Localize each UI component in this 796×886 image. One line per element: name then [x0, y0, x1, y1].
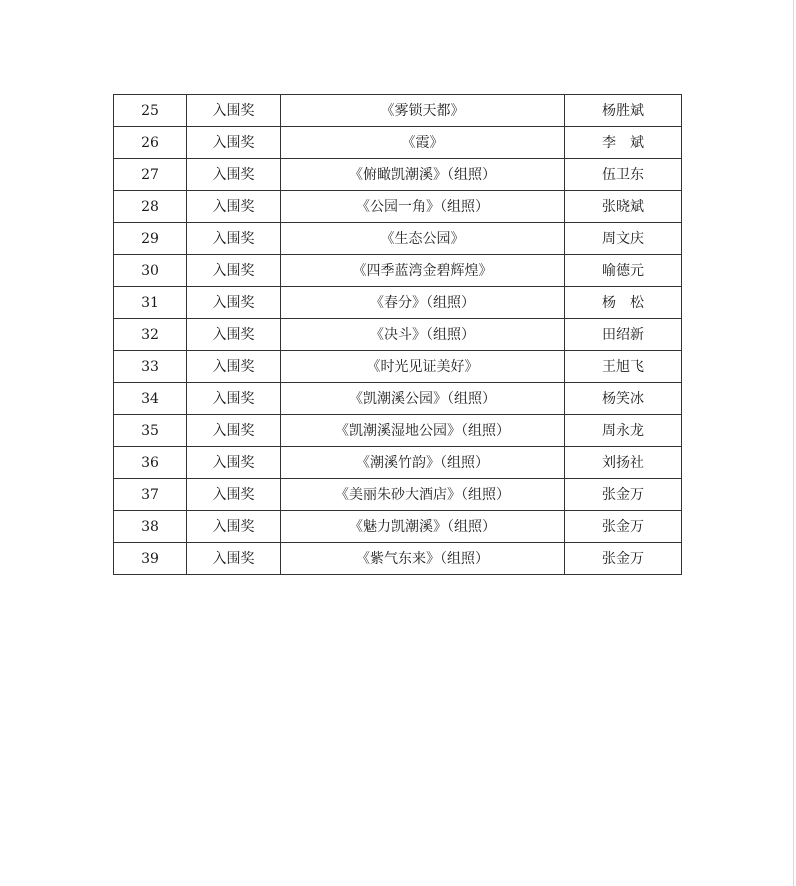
award-cell: 入围奖: [187, 479, 281, 511]
table-row: [114, 191, 682, 223]
award-cell: 入围奖: [187, 223, 281, 255]
awards-table-body: [114, 95, 682, 575]
work-title-cell: 《潮溪竹韵》（组照）: [281, 447, 565, 479]
author-cell: 刘扬社: [565, 447, 682, 479]
work-title-cell: 《美丽朱砂大酒店》（组照）: [281, 479, 565, 511]
work-title-cell: 《紫气东来》（组照）: [281, 543, 565, 575]
author-cell: 张金万: [565, 543, 682, 575]
award-cell: 入围奖: [187, 255, 281, 287]
work-title-cell: 《公园一角》（组照）: [281, 191, 565, 223]
table-row: [114, 479, 682, 511]
author-cell: 喻德元: [565, 255, 682, 287]
table-row: [114, 95, 682, 127]
row-number-cell: 38: [114, 511, 187, 543]
author-cell: 伍卫东: [565, 159, 682, 191]
award-cell: 入围奖: [187, 383, 281, 415]
table-row: [114, 223, 682, 255]
table-row: [114, 127, 682, 159]
table-row: [114, 383, 682, 415]
author-cell: 周永龙: [565, 415, 682, 447]
table-row: [114, 159, 682, 191]
author-cell: 李 斌: [565, 127, 682, 159]
work-title-cell: 《四季蓝湾金碧辉煌》: [281, 255, 565, 287]
author-cell: 张金万: [565, 511, 682, 543]
row-number-cell: 29: [114, 223, 187, 255]
table-row: [114, 447, 682, 479]
table-row: [114, 415, 682, 447]
row-number-cell: 39: [114, 543, 187, 575]
row-number-cell: 25: [114, 95, 187, 127]
award-cell: 入围奖: [187, 511, 281, 543]
row-number-cell: 35: [114, 415, 187, 447]
row-number-cell: 32: [114, 319, 187, 351]
awards-table: [113, 94, 682, 575]
award-cell: 入围奖: [187, 319, 281, 351]
row-number-cell: 31: [114, 287, 187, 319]
row-number-cell: 30: [114, 255, 187, 287]
award-cell: 入围奖: [187, 447, 281, 479]
work-title-cell: 《春分》（组照）: [281, 287, 565, 319]
work-title-cell: 《生态公园》: [281, 223, 565, 255]
award-cell: 入围奖: [187, 415, 281, 447]
row-number-cell: 37: [114, 479, 187, 511]
award-cell: 入围奖: [187, 159, 281, 191]
table-row: [114, 511, 682, 543]
table-row: [114, 543, 682, 575]
work-title-cell: 《凯潮溪湿地公园》（组照）: [281, 415, 565, 447]
award-cell: 入围奖: [187, 95, 281, 127]
award-cell: 入围奖: [187, 191, 281, 223]
work-title-cell: 《凯潮溪公园》（组照）: [281, 383, 565, 415]
row-number-cell: 26: [114, 127, 187, 159]
work-title-cell: 《雾锁天都》: [281, 95, 565, 127]
table-row: [114, 319, 682, 351]
award-cell: 入围奖: [187, 351, 281, 383]
author-cell: 杨笑冰: [565, 383, 682, 415]
row-number-cell: 28: [114, 191, 187, 223]
author-cell: 杨 松: [565, 287, 682, 319]
work-title-cell: 《霞》: [281, 127, 565, 159]
award-cell: 入围奖: [187, 287, 281, 319]
page-edge-divider: [793, 0, 794, 886]
author-cell: 张晓斌: [565, 191, 682, 223]
table-row: [114, 351, 682, 383]
row-number-cell: 33: [114, 351, 187, 383]
row-number-cell: 36: [114, 447, 187, 479]
work-title-cell: 《魅力凯潮溪》（组照）: [281, 511, 565, 543]
row-number-cell: 27: [114, 159, 187, 191]
author-cell: 张金万: [565, 479, 682, 511]
award-cell: 入围奖: [187, 127, 281, 159]
work-title-cell: 《俯瞰凯潮溪》（组照）: [281, 159, 565, 191]
author-cell: 周文庆: [565, 223, 682, 255]
work-title-cell: 《决斗》（组照）: [281, 319, 565, 351]
work-title-cell: 《时光见证美好》: [281, 351, 565, 383]
row-number-cell: 34: [114, 383, 187, 415]
author-cell: 王旭飞: [565, 351, 682, 383]
author-cell: 田绍新: [565, 319, 682, 351]
award-cell: 入围奖: [187, 543, 281, 575]
table-row: [114, 287, 682, 319]
table-row: [114, 255, 682, 287]
author-cell: 杨胜斌: [565, 95, 682, 127]
